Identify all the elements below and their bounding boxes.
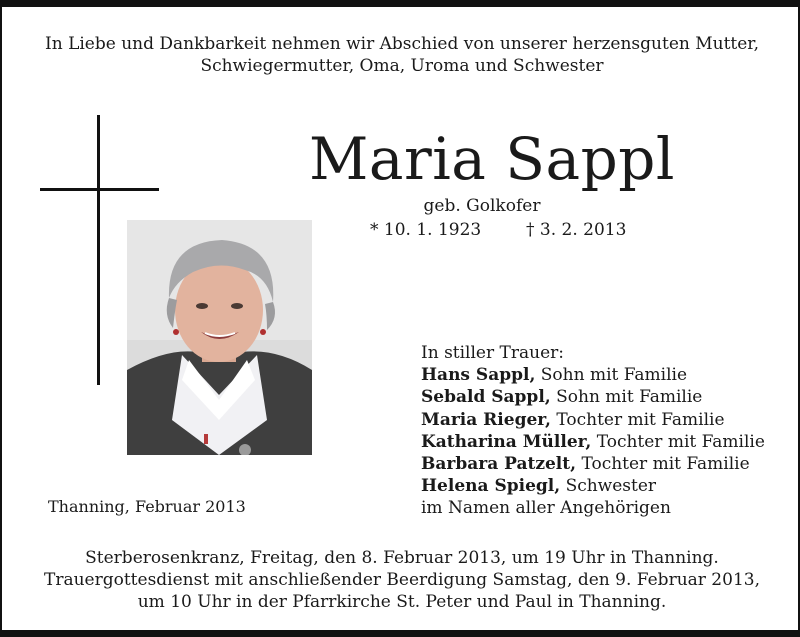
deceased-name: Maria Sappl [309,125,675,193]
service-line-1: Sterberosenkranz, Freitag, den 8. Februar 2013, um 19 Uhr in Thanning. [85,548,719,568]
mourner-name: Sebald Sappl, [421,387,551,408]
list-item [421,475,765,497]
mourner-name: Hans Sappl, [421,365,536,386]
death-date: † 3. 2. 2013 [526,220,627,240]
mourners-list [421,342,765,520]
mourner-name: Helena Spiegl, [421,476,561,497]
mourner-relation: Sohn mit Familie [540,365,688,386]
mourner-name: Katharina Müller, [421,431,592,452]
mourner-relation: Schwester [565,476,657,497]
mourner-name: Maria Rieger, [421,409,551,430]
cross-icon-vertical [97,115,100,385]
list-item [421,386,765,408]
place-and-date: Thanning, Februar 2013 [48,497,246,516]
service-line-3: um 10 Uhr in der Pfarrkirche St. Peter und Paul in Thanning. [137,592,667,612]
service-line-2: Trauergottesdienst mit anschließender Beerdigung Samstag, den 9. Februar 2013, [44,570,760,590]
intro-line-1: In Liebe und Dankbarkeit nehmen wir Abschied von unserer herzensguten Mutter, [45,34,759,54]
list-item [421,409,765,431]
mourner-name: Barbara Patzelt, [421,454,577,475]
mourner-relation: Tochter mit Familie [596,431,765,452]
mourner-relation: Tochter mit Familie [556,409,725,430]
service-info [2,547,800,613]
list-item [421,453,765,475]
mourner-relation: Tochter mit Familie [581,454,750,475]
mourners-intro: In stiller Trauer: [421,343,564,363]
cross-icon-horizontal [40,188,159,191]
mourner-relation: Sohn mit Familie [556,387,703,408]
birth-date: * 10. 1. 1923 [370,220,482,240]
list-item [421,364,765,386]
intro-text [2,33,800,77]
mourners-closing: im Namen aller Angehörigen [421,498,671,519]
intro-line-2: Schwiegermutter, Oma, Uroma und Schwester [200,56,604,76]
list-item [421,431,765,453]
maiden-name: geb. Golkofer [423,196,541,216]
portrait-photo [127,220,312,455]
